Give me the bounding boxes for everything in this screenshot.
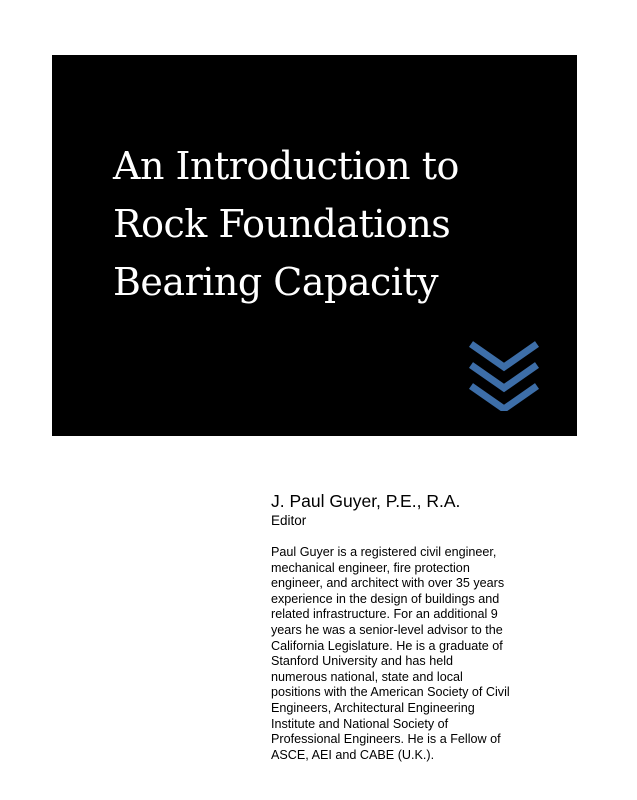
bio-line: California Legislature. He is a graduate of	[271, 638, 503, 653]
bio-line: experience in the design of buildings and	[271, 591, 500, 606]
bio-line: Institute and National Society of	[271, 716, 449, 731]
bio-line: related infrastructure. For an additional 9	[271, 607, 498, 622]
bio-line: positions with the American Society of Civil	[271, 685, 510, 700]
author-block	[271, 490, 571, 529]
author-role: Editor	[271, 513, 307, 528]
chevron-down-icon	[471, 344, 537, 367]
bio-line: Paul Guyer is a registered civil engineer,	[271, 545, 497, 559]
bio-line: Stanford University and has held	[271, 654, 454, 669]
bio-line: mechanical engineer, fire protection	[271, 560, 470, 575]
book-title-line: Bearing Capacity	[113, 260, 439, 304]
book-title	[113, 137, 459, 311]
book-title-line: Rock Foundations	[113, 202, 451, 246]
triple-chevron-down-icon	[468, 341, 540, 411]
cover-panel	[52, 55, 577, 436]
bio-line: numerous national, state and local	[271, 669, 463, 684]
bio-line: Engineers, Architectural Engineering	[271, 700, 475, 715]
bio-line: engineer, and architect with over 35 years	[271, 576, 505, 591]
author-bio	[271, 545, 571, 763]
bio-line: Professional Engineers. He is a Fellow of	[271, 732, 501, 747]
bio-line: years he was a senior-level advisor to the	[271, 622, 503, 637]
book-title-line: An Introduction to	[113, 144, 459, 188]
author-name: J. Paul Guyer, P.E., R.A.	[271, 491, 461, 511]
bio-line: ASCE, AEI and CABE (U.K.).	[271, 747, 435, 762]
